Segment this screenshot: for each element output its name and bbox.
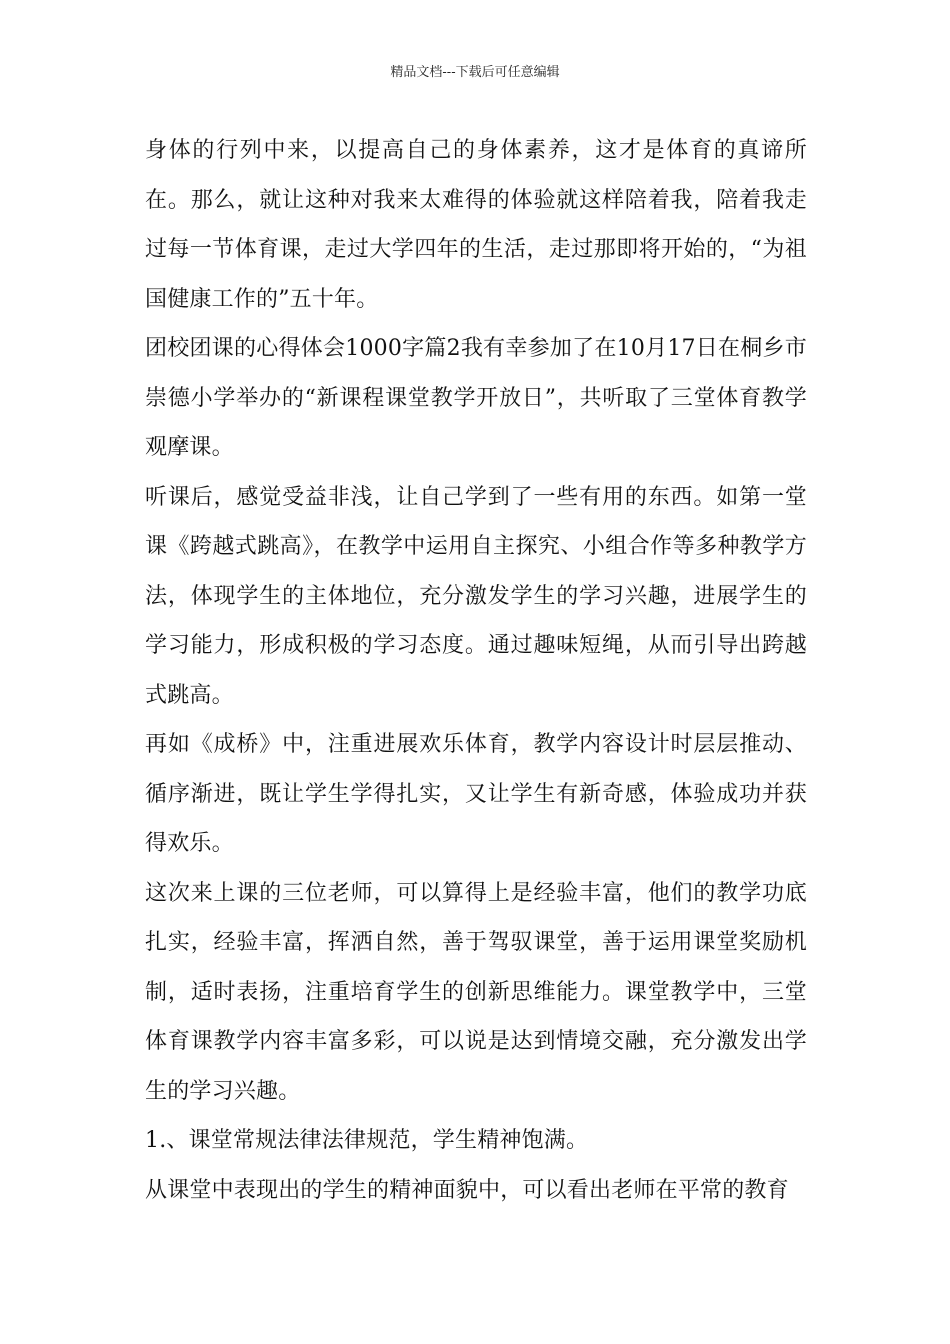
paragraph-5: 这次来上课的三位老师，可以算得上是经验丰富，他们的教学功底扎实，经验丰富，挥洒自然，善于驾驭课堂，善于运用课堂奖励机制，适时表扬，注重培育学生的创新思维能力。课堂教学中，三堂体育课教学内容丰富多彩，可以说是达到情境交融，充分激发出学生的学习兴趣。 bbox=[145, 880, 807, 1104]
paragraph-3: 听课后，感觉受益非浅，让自己学到了一些有用的东西。如第一堂课《跨越式跳高》，在教学中运用自主探究、小组合作等多种教学方法，体现学生的主体地位，充分激发学生的学习兴趣，进展学生的学习能力，形成积极的学习态度。通过趣味短绳，从而引导出跨越式跳高。 bbox=[145, 484, 807, 708]
page-header: 精品文档---下载后可任意编辑 bbox=[390, 65, 560, 80]
paragraph-6: 1.、课堂常规法律法律规范，学生精神饱满。 bbox=[145, 1128, 589, 1153]
paragraph-2: 团校团课的心得体会1000字篇2我有幸参加了在10月17日在桐乡市崇德小学举办的“新课程课堂教学开放日”，共听取了三堂体育教学观摩课。 bbox=[145, 336, 807, 460]
document-body bbox=[145, 126, 807, 1215]
paragraph-1: 身体的行列中来，以提高自己的身体素养，这才是体育的真谛所在。那么，就让这种对我来太难得的体验就这样陪着我，陪着我走过每一节体育课，走过大学四年的生活，走过那即将开始的，“为祖国健康工作的”五十年。 bbox=[145, 138, 807, 312]
paragraph-4: 再如《成桥》中，注重进展欢乐体育，教学内容设计时层层推动、循序渐进，既让学生学得扎实，又让学生有新奇感，体验成功并获得欢乐。 bbox=[145, 732, 807, 856]
paragraph-7: 从课堂中表现出的学生的精神面貌中，可以看出老师在平常的教育 bbox=[145, 1177, 789, 1203]
